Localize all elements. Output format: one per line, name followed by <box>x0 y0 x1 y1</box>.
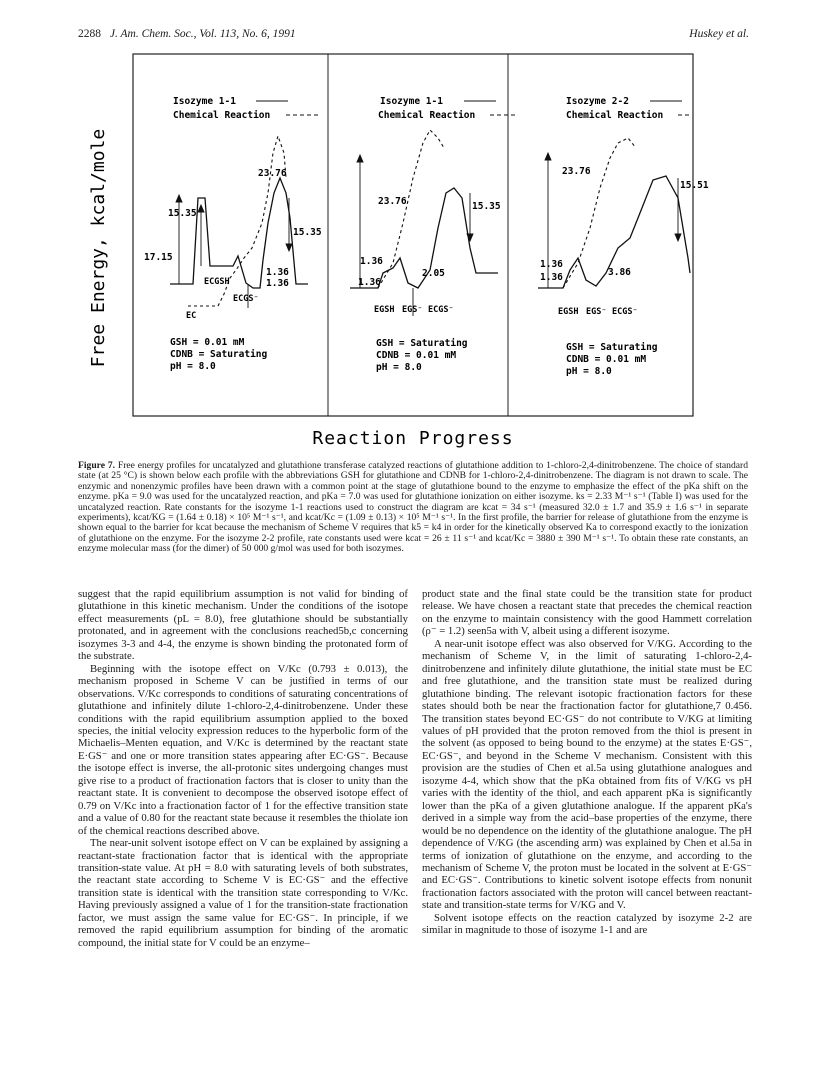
panel-2 <box>350 96 518 373</box>
panel-3-state-2: EGS⁻ <box>586 307 607 317</box>
panel-3-state-3: ECGS⁻ <box>612 307 638 317</box>
panel-2-legend-enzyme: Isozyme 1-1 <box>380 96 443 107</box>
panel-2-legend-chemical: Chemical Reaction <box>378 110 476 121</box>
panel-1-legend-enzyme: Isozyme 1-1 <box>173 96 236 107</box>
panel-3-legend-chemical: Chemical Reaction <box>566 110 664 121</box>
panel-3-state-1: EGSH <box>558 307 579 317</box>
panel-3-condition-3: pH = 8.0 <box>566 366 612 377</box>
panel-1-value-4: 17.15 <box>144 252 173 263</box>
left-paragraph-2: Beginning with the isotope effect on V/Kc (0.793 ± 0.013), the mechanism proposed in Scheme V can be justified in terms of our observations. V/Kc corresponds to conditions of saturating concentrations of glutathione and infinitely dilute 1-chloro-2,4-dinitrobenzene. Under these conditions with the rapid equilibrium assumption applied to the boxed species, the initial velocity expression reduces to the hyperbolic form of the Michaelis–Menten equation, and V/Kc is determined by the reactant state E·GS⁻ and one or more transition states appearing after EC·GS⁻. Because the isotope effect is inverse, the all-protonic sites undergoing changes must give rise to a product of fractionation factors that is closer to unity than the reactant state. It is convenient to decompose the observed isotope effect of 0.79 on V/Kc into a fractionation factor of 1 for the effective transition state and a value of 0.80 for the reactant state because it resembles the thiolate ion of the chemical reactions described above. <box>78 662 408 837</box>
panel-2-state-1: EGSH <box>374 305 395 315</box>
right-paragraph-1: product state and the final state could be the transition state for product release. We have chosen a reactant state that precedes the chemical reaction on the enzyme to maintain consistency with the good Hammett correlation (ρ⁻ = 1.2) seen5a with V, albeit using a different isozyme. <box>422 588 752 638</box>
panel-3-value-1: 23.76 <box>562 166 591 177</box>
panel-2-value-1: 23.76 <box>378 196 407 207</box>
panel-2-state-2: EGS⁻ <box>402 305 423 315</box>
panel-3-condition-2: CDNB = 0.01 mM <box>566 354 647 365</box>
body-column-right <box>422 588 752 937</box>
right-paragraph-3: Solvent isotope effects on the reaction catalyzed by isozyme 2-2 are similar in magnitude to those of isozyme 1-1 and are <box>422 911 752 937</box>
journal-citation: J. Am. Chem. Soc., Vol. 113, No. 6, 1991 <box>109 28 296 40</box>
panel-3-condition-1: GSH = Saturating <box>566 342 658 353</box>
panel-3-value-2: 15.51 <box>680 180 709 191</box>
panel-3-value-5: 1.36 <box>540 272 563 283</box>
panel-1-legend-chemical: Chemical Reaction <box>173 110 271 121</box>
panel-1-state-1: ECGSH <box>204 277 230 287</box>
caption-text: Free energy profiles for uncatalyzed and glutathione transferase catalyzed reactions of glutathione addition to 1-chloro-2,4-dinitrobenzene. The choice of standard state (at 25 °C) is shown below each profile with the abbreviations GSH for glutathione and CDNB for 1-chloro-2,4-dinitrobenzene. The diagram is not drawn to scale. The enzymic and nonenzymic profiles have been drawn with a common point at the stage of glutathione bound to the enzyme to emphasize the effect of the pKa shift on the enzyme. pKa = 9.0 was used for the uncatalyzed reaction, and pKa = 7.0 was used for glutathione ionization on either isozyme. ks = 2.33 M⁻¹ s⁻¹ (Table I) was used for the uncatalyzed reaction. Rate constants for the isozyme 1-1 reactions used to construct the diagram are kcat = 34 s⁻¹ (measured 32.0 ± 1.7 and 35.9 ± 1.6 s⁻¹ in separate experiments), kcat/KG = (1.64 ± 0.18) × 10⁵ M⁻¹ s⁻¹, and kcat/Kc = (1.09 ± 0.13) × 10⁵ M⁻¹ s⁻¹. In the first profile, the barrier for release of glutathione from the enzyme is shown equal to the barrier for kcat because the mechanism of Scheme V requires that k5 = k4 in order for the kinetically observed Ka to correspond exactly to the ionization of glutathione on the enzyme. For the isozyme 2-2 profile, rate constants used were kcat = 26 ± 11 s⁻¹ and kcat/Kc = 3880 ± 390 M⁻¹ s⁻¹. To obtain these rate constants, an enzyme molecular mass (for the dimer) of 50 000 g/mol was used for both isozymes. <box>78 460 748 555</box>
panel-3-value-3: 1.36 <box>540 259 563 270</box>
panel-3-chemical-profile <box>563 138 636 288</box>
running-header-author: Huskey et al. <box>689 28 749 40</box>
page-number: 2288 <box>78 28 101 40</box>
panel-3-value-4: 3.86 <box>608 267 631 278</box>
caption-label: Figure 7. <box>78 460 116 471</box>
panel-3-legend-enzyme: Isozyme 2-2 <box>566 96 629 107</box>
left-paragraph-1: suggest that the rapid equilibrium assumption is not valid for binding of glutathione in this kinetic mechanism. Under the conditions of the isotope effect measurements (pL = 8.0), free glutathione should be substantially protonated, and in agreement with the conclusions reached5b,c concerning isozymes 3-3 and 4-4, the enzyme is shown binding the protonated form of the substrate. <box>78 588 408 663</box>
y-axis-label: Free Energy, kcal/mole <box>88 128 109 368</box>
panel-2-condition-3: pH = 8.0 <box>376 362 422 373</box>
panel-1-value-1: 23.76 <box>258 168 287 179</box>
panel-2-arrows <box>357 155 473 316</box>
panel-1-condition-2: CDNB = Saturating <box>170 349 268 360</box>
panel-1-state-3: EC <box>186 311 197 321</box>
panel-1-condition-1: GSH = 0.01 mM <box>170 337 245 348</box>
panel-3 <box>538 96 709 377</box>
panel-2-value-2: 15.35 <box>472 201 501 212</box>
panel-2-chemical-profile <box>378 130 444 288</box>
panel-2-state-3: ECGS⁻ <box>428 305 454 315</box>
running-header-left <box>78 28 296 40</box>
x-axis-label: Reaction Progress <box>312 428 514 449</box>
panel-1-value-2: 15.35 <box>168 208 197 219</box>
figure-7 <box>78 48 748 451</box>
free-energy-diagram <box>78 48 748 451</box>
figure-caption <box>78 461 748 555</box>
panel-2-value-5: 1.36 <box>358 277 381 288</box>
panel-2-condition-2: CDNB = 0.01 mM <box>376 350 457 361</box>
right-paragraph-2: A near-unit isotope effect was also observed for V/KG. According to the mechanism of Scheme V, in the limit of saturating 1-chloro-2,4-dinitrobenzene and infinitely dilute glutathione, the initial state must be EC and free glutathione, and the transition state must be realized during glutathione binding. The relevant isotopic fractionation factors for these states should both be near the fractionation factor for glutathione,7 0.456. The transition states beyond EC·GS⁻ do not contribute to V/KG at limiting values of pH provided that the proton removed from the thiol is present in the solvent (as opposed to being bound to the enzyme) at the states E·GS⁻, EC·GS⁻, and beyond in the Scheme V mechanism. Consistent with this provision are the studies of Chen et al.5a using glutathione analogues and isozyme 4-4, which show that the pKa obtained from fits of V/KG vs pH varies with the identity of the thiol, and each apparent pKa is significantly lower than the pKa of a given glutathione analogue. If the apparent pKa's derived in a simple way from the acid–base properties of the enzyme, there would be no dependence on the identity of the glutathione analogue. The pH dependence of V/KG (the ascending arm) was explained by Chen et al.5a in terms of ionization of glutathione on the enzyme, and according to the mechanism of Scheme V, the proton must be located in the solvent at E·GS⁻ and EC·GS⁻. Contributions to kinetic solvent isotope effects from nonunit fractionation factors associated with the proton will cancel between reactant-state and transition-state terms for V/KG and V. <box>422 637 752 912</box>
panel-2-condition-1: GSH = Saturating <box>376 338 468 349</box>
panel-1-value-6: 1.36 <box>266 278 289 289</box>
panel-1-condition-3: pH = 8.0 <box>170 361 216 372</box>
left-paragraph-3: The near-unit solvent isotope effect on V can be explained by assigning a reactant-state fractionation factor that is identical with the appropriate transition-state value. At pH = 8.0 with saturating levels of both substrates, the reactant state according to Scheme V is EC·GS⁻ and the effective transition state is identical with the transition state corresponding to V/Kc. Having previously assigned a value of 1 for the transition-state fractionation factor, we must assign the same value for EC·GS⁻. In principle, if we removed the rapid equilibrium assumption for binding of the aromatic compound, the initial state for V could be an enzyme– <box>78 837 408 949</box>
panel-2-value-4: 2.05 <box>422 268 445 279</box>
panel-1-state-2: ECGS⁻ <box>233 294 259 304</box>
body-column-left <box>78 588 408 949</box>
panel-1-value-5: 1.36 <box>266 267 289 278</box>
panel-1-value-3: 15.35 <box>293 227 322 238</box>
panel-2-value-3: 1.36 <box>360 256 383 267</box>
panel-1 <box>144 96 322 372</box>
